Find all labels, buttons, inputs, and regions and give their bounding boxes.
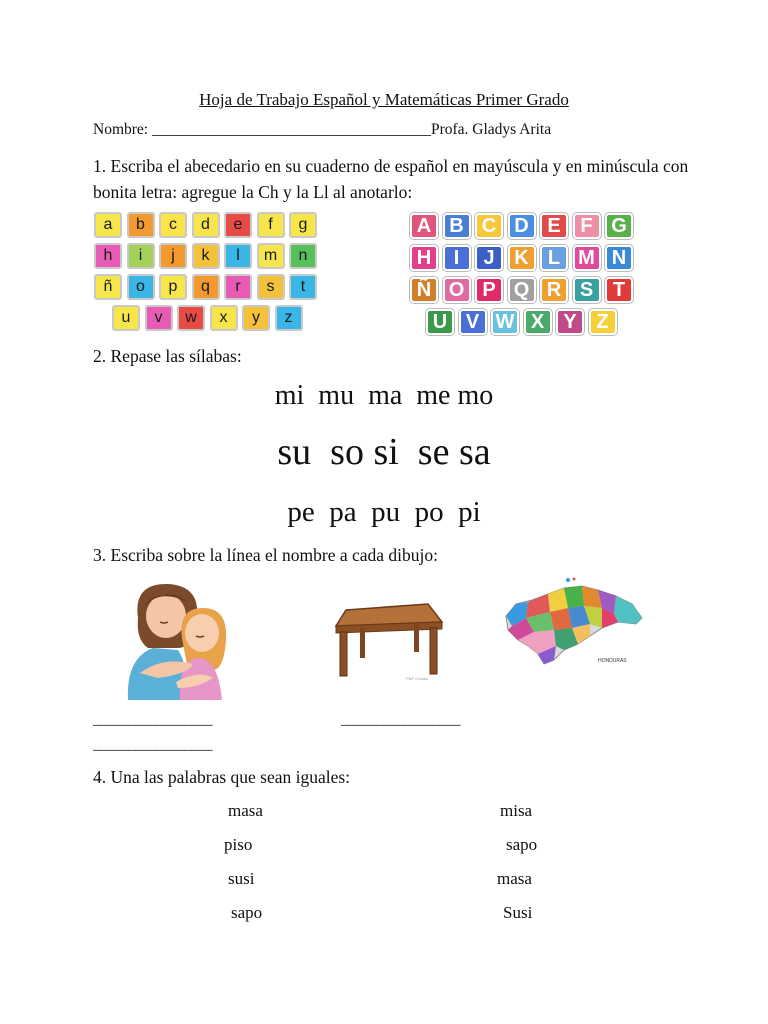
lowercase-letter-row	[94, 212, 322, 238]
table-image	[332, 600, 444, 682]
uppercase-letter-tile: Y	[556, 309, 584, 335]
lowercase-letter-tile: f	[257, 212, 285, 238]
uppercase-letter-tile: E	[540, 213, 568, 239]
uppercase-letter-tile: G	[605, 213, 633, 239]
uppercase-letter-tile: R	[540, 277, 568, 303]
uppercase-letter-tile: O	[443, 277, 471, 303]
lowercase-letter-tile: q	[192, 274, 220, 300]
syllables-row-2: su so si se sa	[277, 431, 491, 473]
uppercase-letter-tile: W	[491, 309, 519, 335]
lowercase-letter-tile: h	[94, 243, 122, 269]
lowercase-letter-tile: a	[94, 212, 122, 238]
lowercase-letter-tile: g	[289, 212, 317, 238]
page-title: Hoja de Trabajo Español y Matemáticas Primer Grado	[199, 90, 569, 109]
lowercase-letter-tile: ñ	[94, 274, 122, 300]
watermark: PDF Creator	[406, 676, 429, 681]
mother-daughter-image	[118, 578, 238, 700]
left-word: sapo	[231, 903, 263, 922]
lowercase-letter-tile: l	[224, 243, 252, 269]
uppercase-letter-tile: Q	[508, 277, 536, 303]
lowercase-letter-tile: i	[127, 243, 155, 269]
lowercase-letter-tile: w	[177, 305, 205, 331]
lowercase-letter-tile: v	[145, 305, 173, 331]
lowercase-letter-row	[112, 305, 307, 331]
lowercase-letter-tile: y	[242, 305, 270, 331]
map-label: HONDURAS	[598, 658, 627, 664]
lowercase-letter-tile: k	[192, 243, 220, 269]
lowercase-letter-tile: p	[159, 274, 187, 300]
right-word: masa	[497, 869, 532, 888]
lowercase-letter-row	[94, 243, 322, 269]
uppercase-letter-tile: I	[443, 245, 471, 271]
lowercase-letter-tile: n	[289, 243, 317, 269]
question-2: 2. Repase las sílabas:	[93, 346, 242, 366]
lowercase-letter-tile: m	[257, 243, 285, 269]
uppercase-letter-tile: M	[573, 245, 601, 271]
lowercase-letter-tile: u	[112, 305, 140, 331]
uppercase-letter-tile: F	[573, 213, 601, 239]
lowercase-letter-tile: e	[224, 212, 252, 238]
uppercase-letter-row	[410, 277, 638, 303]
uppercase-letter-row	[410, 245, 638, 271]
lowercase-letter-tile: x	[210, 305, 238, 331]
uppercase-letter-tile: D	[508, 213, 536, 239]
uppercase-letter-tile: B	[443, 213, 471, 239]
right-word: Susi	[503, 903, 533, 922]
lowercase-letter-tile: c	[159, 212, 187, 238]
syllables-row-1: mi mu ma me mo	[274, 380, 494, 411]
uppercase-letter-tile: H	[410, 245, 438, 271]
lowercase-letter-tile: s	[257, 274, 285, 300]
nombre-line: Nombre: ____________________________________Profa. Gladys Arita	[93, 121, 552, 138]
uppercase-letter-tile: X	[524, 309, 552, 335]
honduras-map-image	[498, 574, 646, 672]
lowercase-alphabet-image	[94, 212, 334, 337]
lowercase-letter-tile: o	[127, 274, 155, 300]
syllables-row-3: pe pa pu po pi	[287, 496, 481, 528]
uppercase-letter-tile: J	[475, 245, 503, 271]
uppercase-letter-tile: T	[605, 277, 633, 303]
uppercase-letter-tile: V	[459, 309, 487, 335]
lowercase-letter-tile: d	[192, 212, 220, 238]
lowercase-letter-tile: z	[275, 305, 303, 331]
uppercase-letter-tile: Ñ	[410, 277, 438, 303]
lowercase-letter-tile: t	[289, 274, 317, 300]
question-4: 4. Una las palabras que sean iguales:	[93, 767, 351, 787]
uppercase-letter-tile: N	[605, 245, 633, 271]
left-word: piso	[224, 835, 253, 854]
left-word: susi	[228, 869, 255, 888]
lowercase-letter-tile: b	[127, 212, 155, 238]
left-word: masa	[228, 801, 263, 820]
uppercase-letter-row	[410, 213, 638, 239]
uppercase-letter-tile: L	[540, 245, 568, 271]
question-3: 3. Escriba sobre la línea el nombre a cada dibujo:	[93, 545, 439, 565]
uppercase-letter-row	[426, 309, 621, 335]
uppercase-letter-tile: U	[426, 309, 454, 335]
answer-line-3[interactable]: _________________	[93, 737, 212, 753]
right-word: sapo	[506, 835, 538, 854]
uppercase-letter-tile: S	[573, 277, 601, 303]
lowercase-letter-tile: r	[224, 274, 252, 300]
uppercase-letter-tile: C	[475, 213, 503, 239]
answer-line-1[interactable]: _________________	[93, 712, 212, 728]
lowercase-letter-row	[94, 274, 322, 300]
question-1: 1. Escriba el abecedario en su cuaderno de español en mayúscula y en minúscula con bonita letra: agregue la Ch y la Ll al anotarlo:	[93, 156, 689, 202]
uppercase-alphabet-image	[410, 213, 650, 338]
uppercase-letter-tile: A	[410, 213, 438, 239]
answer-line-2[interactable]: _________________	[341, 712, 460, 728]
uppercase-letter-tile: Z	[589, 309, 617, 335]
uppercase-letter-tile: P	[475, 277, 503, 303]
lowercase-letter-tile: j	[159, 243, 187, 269]
uppercase-letter-tile: K	[508, 245, 536, 271]
right-word: misa	[500, 801, 533, 820]
